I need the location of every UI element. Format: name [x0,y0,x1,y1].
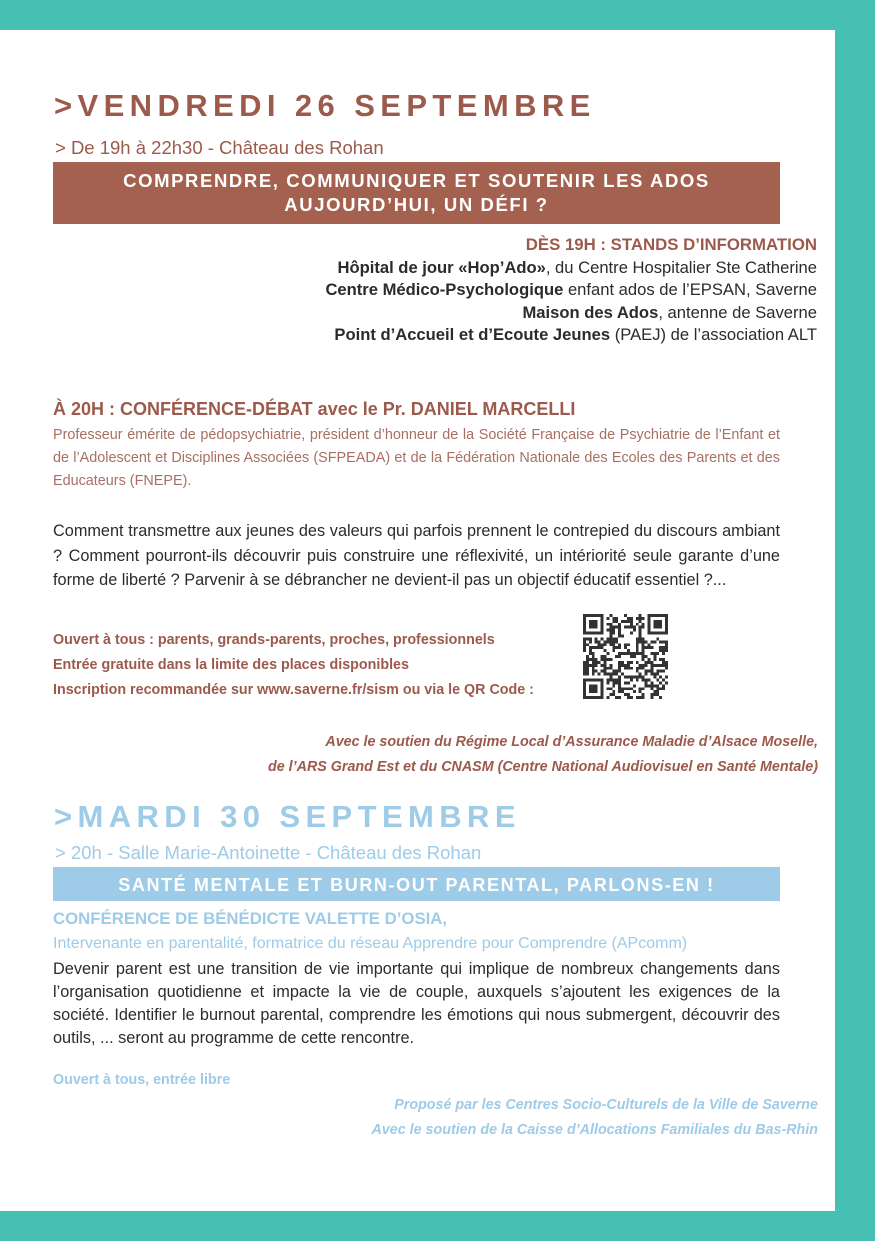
friday-subtitle: > De 19h à 22h30 - Château des Rohan [55,137,384,158]
stand-item: Maison des Ados, antenne de Saverne [522,302,817,322]
info-line: Entrée gratuite dans la limite des places disponibles [53,657,409,673]
tuesday-banner: SANTÉ MENTALE ET BURN-OUT PARENTAL, PARLONS-EN ! [53,867,780,901]
stand-item: Hôpital de jour «Hop’Ado», du Centre Hospitalier Ste Catherine [337,257,817,277]
tuesday-conference-heading: CONFÉRENCE DE BÉNÉDICTE VALETTE D’OSIA, [53,909,448,928]
credit-line: de l’ARS Grand Est et du CNASM (Centre National Audiovisuel en Santé Mentale) [268,759,818,775]
tuesday-speaker-bio: Intervenante en parentalité, formatrice du réseau Apprendre pour Comprendre (APcomm) [53,935,688,952]
stands-heading: DÈS 19H : STANDS D’INFORMATION [525,235,817,254]
stand-item: Point d’Accueil et d’Ecoute Jeunes (PAEJ) de l’association ALT [334,325,817,344]
friday-conference-heading: À 20H : CONFÉRENCE-DÉBAT avec le Pr. DANIEL MARCELLI [53,399,576,419]
credit-line: Avec le soutien de la Caisse d’Allocations Familiales du Bas-Rhin [371,1122,818,1138]
friday-title: >VENDREDI 26 SEPTEMBRE [54,88,596,123]
credit-line: Proposé par les Centres Socio-Culturels de la Ville de Saverne [394,1097,818,1113]
info-line: Inscription recommandée sur www.saverne.fr/sism ou via le QR Code : [53,682,534,698]
friday-credits [268,730,818,780]
tuesday-description: Devenir parent est une transition de vie importante qui implique de nombreux changements dans l’organisation quotidienne et impacte la vie de couple, auxquels s’ajoutent les exigences de la société. Identifier le burnout parental, comprendre les émotions qui nous submergent, découvrir des outils, ... seront au programme de cette rencontre. [53,960,780,1047]
friday-speaker-bio: Professeur émérite de pédopsychiatrie, président d’honneur de la Société Française de Psychiatrie de l’Enfant et de l’Adolescent et Disciplines Associées (SFPEADA) et de la Fédération Nationale des Ecoles des Parents et des Educateurs (FNEPE). [53,427,780,489]
friday-info [53,628,534,703]
friday-banner-line2: AUJOURD’HUI, UN DÉFI ? [284,194,549,215]
qr-code[interactable] [583,614,668,699]
tuesday-subtitle: > 20h - Salle Marie-Antoinette - Château des Rohan [55,842,482,863]
credit-line: Avec le soutien du Régime Local d’Assurance Maladie d’Alsace Moselle, [325,734,818,750]
friday-banner-line1: COMPRENDRE, COMMUNIQUER ET SOUTENIR LES ADOS [123,170,710,191]
stand-item: Centre Médico-Psychologique enfant ados de l’EPSAN, Saverne [325,280,817,299]
tuesday-title: >MARDI 30 SEPTEMBRE [54,799,521,834]
friday-description: Comment transmettre aux jeunes des valeurs qui parfois prennent le contrepied du discours ambiant ? Comment pourront-ils découvrir puis construire une réflexivité, un intériorité seule garante d’une forme de liberté ? Parvenir à se débrancher ne devient-il pas un objectif éducatif essentiel ?... [53,522,780,589]
info-line: Ouvert à tous : parents, grands-parents, proches, professionnels [53,632,495,648]
stands-block [325,234,817,347]
tuesday-info: Ouvert à tous, entrée libre [53,1072,231,1088]
tuesday-credits [371,1093,818,1143]
friday-banner [53,162,780,224]
